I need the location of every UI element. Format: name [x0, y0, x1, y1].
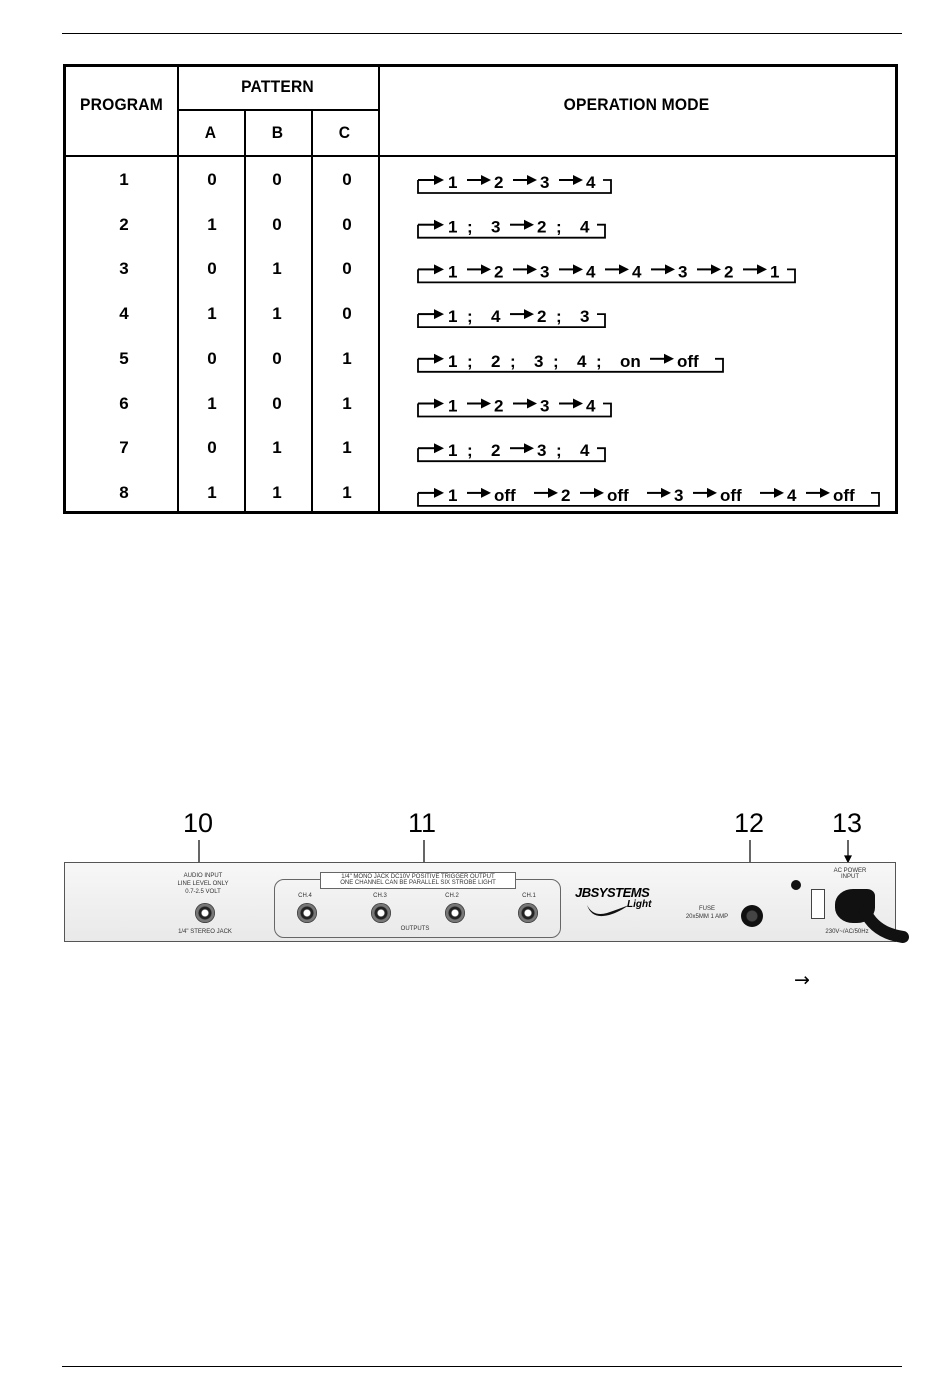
step-label: 2: [724, 262, 734, 282]
output-jack-ch2: [445, 903, 465, 923]
channel-2-label: CH.2: [445, 893, 459, 899]
bottom-rule: [62, 1366, 902, 1367]
cell-c: 1: [342, 482, 352, 502]
step-label: 4: [577, 351, 587, 371]
indicator-dot: [791, 880, 801, 890]
separator: ;: [467, 307, 473, 327]
separator: ;: [596, 351, 602, 371]
channel-1-label: CH.1: [522, 893, 536, 899]
step-label: 1: [448, 441, 458, 461]
fuse-label-2: 20x5MM 1 AMP: [685, 914, 729, 920]
fuse-label-1: FUSE: [698, 906, 715, 912]
ac-power-label-1: AC POWER: [833, 868, 867, 874]
trigger-label-2: ONE CHANNEL CAN BE PARALLEL SIX STROBE LIGHT: [340, 880, 496, 886]
step-label: off: [833, 485, 855, 505]
step-label: 1: [448, 173, 458, 192]
step-label: 1: [448, 485, 458, 505]
step-label: 1: [448, 262, 458, 282]
separator: ;: [467, 441, 473, 461]
step-label: 3: [674, 485, 684, 505]
audio-input-label-2: LINE LEVEL ONLY: [177, 881, 229, 887]
step-label: 4: [586, 262, 596, 282]
step-label: 3: [540, 173, 550, 192]
cell-program: 2: [119, 214, 129, 234]
cell-c: 0: [342, 214, 352, 234]
step-label: off: [494, 485, 516, 505]
channel-4-label: CH.4: [298, 893, 312, 899]
cell-a: 0: [207, 438, 217, 458]
step-label: 4: [580, 217, 590, 237]
cell-a: 0: [207, 170, 217, 189]
output-jack-ch1: [518, 903, 538, 923]
step-label: 4: [787, 485, 797, 505]
step-label: 1: [448, 396, 458, 416]
separator: ;: [467, 217, 473, 237]
output-jack-ch4: [297, 903, 317, 923]
program-header: PROGRAM: [80, 95, 163, 114]
cell-c: 0: [342, 259, 352, 279]
cell-program: 1: [119, 170, 129, 189]
step-label: 3: [540, 262, 550, 282]
step-label: 3: [580, 307, 590, 327]
outputs-label: OUTPUTS: [400, 926, 430, 932]
separator: ;: [553, 351, 559, 371]
step-label: on: [620, 351, 641, 371]
step-label: 1: [770, 262, 780, 282]
step-label: 2: [494, 262, 504, 282]
stereo-jack-label: 1/4" STEREO JACK: [178, 929, 232, 935]
step-label: 2: [537, 307, 547, 327]
callout-13: 13: [832, 808, 863, 838]
step-label: 3: [491, 217, 501, 237]
cell-b: 1: [272, 482, 282, 502]
cell-a: 1: [207, 482, 217, 502]
pattern-a-header: A: [204, 123, 217, 142]
cell-c: 0: [342, 304, 352, 324]
voltage-label: 230V~/AC/50Hz: [825, 929, 869, 935]
separator: ;: [556, 217, 562, 237]
cell-b: 1: [272, 304, 282, 324]
cell-program: 4: [119, 304, 129, 324]
cell-program: 7: [119, 438, 129, 458]
channel-3-label: CH.3: [373, 893, 387, 899]
pattern-c-header: C: [338, 123, 351, 142]
callout-10: 10: [183, 808, 214, 838]
ac-power-label-2: INPUT: [841, 874, 859, 880]
step-label: 3: [534, 351, 544, 371]
step-label: 4: [491, 307, 501, 327]
cell-a: 1: [207, 214, 217, 234]
pattern-header: PATTERN: [241, 77, 314, 96]
brand-logo: JBSYSTEMS: [575, 885, 650, 900]
step-label: 4: [580, 441, 590, 461]
output-jack-ch3: [371, 903, 391, 923]
trigger-label-1: 1/4" MONO JACK DC10V POSITIVE TRIGGER OUTPUT: [341, 874, 495, 880]
separator: ;: [467, 351, 473, 371]
cell-b: 0: [272, 170, 282, 189]
step-label: 1: [448, 351, 458, 371]
step-label: off: [607, 485, 629, 505]
cell-program: 3: [119, 259, 129, 279]
step-label: 4: [586, 173, 596, 192]
separator: ;: [510, 351, 516, 371]
cell-b: 0: [272, 393, 282, 413]
cell-a: 0: [207, 348, 217, 368]
step-label: off: [677, 351, 699, 371]
separator: ;: [556, 307, 562, 327]
cell-c: 0: [342, 170, 352, 189]
step-label: 2: [494, 396, 504, 416]
step-label: 1: [448, 217, 458, 237]
step-label: 2: [537, 217, 547, 237]
step-label: 2: [491, 351, 501, 371]
cell-b: 0: [272, 348, 282, 368]
trigger-output-label: [320, 872, 516, 889]
logo-swoosh-icon: [585, 901, 630, 917]
cell-program: 6: [119, 393, 129, 413]
audio-input-label-1: AUDIO INPUT: [183, 873, 223, 879]
step-label: 3: [537, 441, 547, 461]
cell-c: 1: [342, 393, 352, 413]
cell-b: 1: [272, 259, 282, 279]
separator: ;: [556, 441, 562, 461]
arrow-icon: →: [794, 969, 810, 991]
operation-mode-header: OPERATION MODE: [563, 95, 710, 114]
step-label: 4: [632, 262, 642, 282]
step-label: 1: [448, 307, 458, 327]
cell-a: 0: [207, 259, 217, 279]
rear-panel: [64, 862, 896, 942]
pattern-b-header: B: [271, 123, 284, 142]
callout-11: 11: [408, 808, 437, 838]
audio-input-label-3: 0.7-2.5 VOLT: [185, 889, 221, 895]
cell-c: 1: [342, 348, 352, 368]
cell-b: 0: [272, 214, 282, 234]
callout-12: 12: [734, 808, 765, 838]
cell-a: 1: [207, 393, 217, 413]
step-label: 2: [561, 485, 571, 505]
step-label: off: [720, 485, 742, 505]
cell-program: 8: [119, 482, 129, 502]
cell-b: 1: [272, 438, 282, 458]
cell-program: 5: [119, 348, 129, 368]
brand-logo-sub: Light: [627, 899, 652, 910]
step-label: 3: [678, 262, 688, 282]
step-label: 2: [491, 441, 501, 461]
audio-input-jack: [195, 903, 215, 923]
power-socket-icon: [811, 889, 825, 919]
cell-a: 1: [207, 304, 217, 324]
step-label: 3: [540, 396, 550, 416]
fuse-holder-icon: [741, 905, 763, 927]
step-label: 4: [586, 396, 596, 416]
step-label: 2: [494, 173, 504, 192]
cell-c: 1: [342, 438, 352, 458]
